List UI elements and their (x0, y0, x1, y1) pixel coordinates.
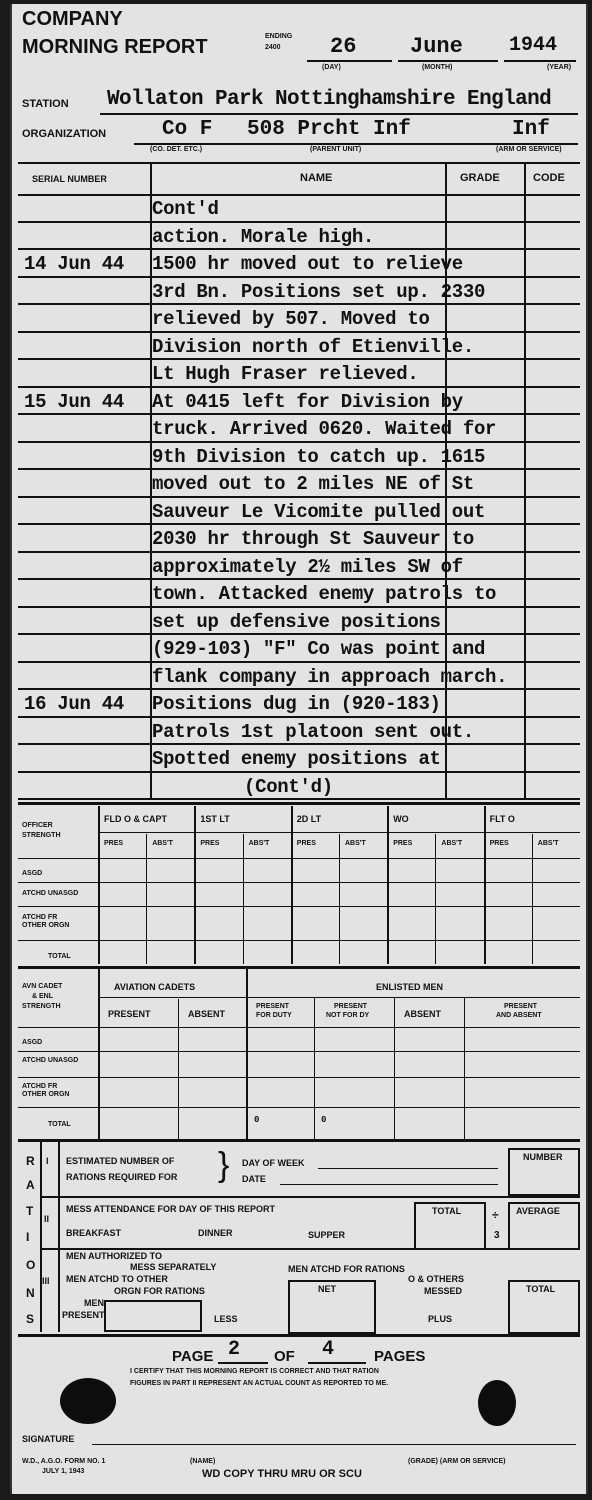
rations-letter-t: T (26, 1204, 34, 1218)
pa-header-2: AND ABSENT (496, 1012, 542, 1019)
entry-rule (18, 688, 580, 690)
parent-caption: (PARENT UNIT) (310, 146, 362, 153)
enl-row-atchd-fr: ATCHD FR OTHER ORGN (22, 1083, 70, 1098)
net-label: NET (318, 1284, 336, 1294)
enl-absent-header: ABSENT (404, 1009, 442, 1019)
entry-text: 9th Division to catch up. 1615 (152, 445, 486, 468)
officer-row-rule (18, 858, 580, 859)
page-label: PAGE (172, 1348, 214, 1365)
of-label: OF (274, 1348, 295, 1365)
entry-row (12, 609, 586, 637)
enlisted-strength-table (18, 969, 580, 1139)
entry-rule (18, 496, 580, 498)
entry-text: (Cont'd) (244, 775, 333, 798)
entry-text: Lt Hugh Fraser relieved. (152, 363, 419, 385)
station-value: Wollaton Park Nottinghamshire England (107, 88, 552, 111)
pnfd-header-2: NOT FOR DY (326, 1012, 370, 1019)
officer-row-rule (98, 832, 580, 833)
officer-sub-header: PRES (393, 840, 413, 847)
parent-unit-value: 508 Prcht Inf (247, 118, 411, 141)
form-number-2: JULY 1, 1943 (42, 1468, 85, 1475)
pfd-header-2: FOR DUTY (256, 1012, 292, 1019)
day-of-week-label: DAY OF WEEK (242, 1158, 305, 1168)
estimated-rations-2: RATIONS REQUIRED FOR (66, 1172, 178, 1182)
entry-date: 16 Jun 44 (24, 693, 124, 715)
organization-label: ORGANIZATION (22, 128, 107, 140)
dinner-label: DINNER (198, 1228, 233, 1238)
officer-row-rule (18, 940, 580, 941)
enl-strength-label: STRENGTH (22, 1003, 61, 1010)
section-i-label: I (46, 1156, 49, 1166)
entry-row (12, 554, 586, 582)
officer-row-asgd: ASGD (22, 870, 43, 877)
punch-hole-right (478, 1380, 516, 1426)
report-year: 1944 (509, 34, 558, 57)
plus-label: PLUS (428, 1314, 453, 1324)
rations-brace: } (218, 1146, 230, 1184)
entry-row (12, 279, 586, 307)
total-pfd-value: 0 (254, 1115, 260, 1125)
ending-time: 2400 (265, 44, 281, 51)
entry-rule (18, 276, 580, 278)
station-label: STATION (22, 98, 69, 110)
pfd-header-1: PRESENT (256, 1003, 290, 1010)
year-caption: (YEAR) (547, 64, 572, 71)
entry-row (12, 526, 586, 554)
divide-by-three: 3 (494, 1230, 500, 1241)
entry-rule (18, 303, 580, 305)
col-grade: GRADE (460, 172, 500, 184)
pages-total-line (308, 1362, 366, 1364)
entry-row (12, 719, 586, 747)
breakfast-label: BREAKFAST (66, 1228, 122, 1238)
entry-text: truck. Arrived 0620. Waited for (152, 418, 497, 440)
entry-date: 14 Jun 44 (24, 253, 124, 275)
signature-label: SIGNATURE (22, 1434, 75, 1444)
col-name: NAME (300, 172, 333, 184)
entry-rule (18, 661, 580, 663)
pages-label: PAGES (374, 1348, 426, 1365)
officer-sub-divider (435, 834, 436, 964)
mess-total-label: TOTAL (432, 1206, 462, 1216)
entry-row (12, 251, 586, 279)
rations-bottom-rule (18, 1334, 580, 1337)
avn-absent-header: ABSENT (188, 1009, 226, 1019)
rations-letter-s: S (26, 1312, 35, 1326)
month-line (398, 60, 498, 62)
rations-roman-divider (58, 1142, 60, 1332)
day-of-week-line (318, 1168, 498, 1169)
entry-text: Cont'd (152, 198, 219, 220)
entry-rule (18, 523, 580, 525)
service-caption: (ARM OR SERVICE) (496, 146, 562, 153)
form-title-line1: COMPANY (22, 8, 123, 30)
day-caption: (DAY) (322, 64, 341, 71)
morning-report-card (10, 4, 588, 1494)
entry-rule (18, 633, 580, 635)
grade-caption: (GRADE) (ARM OR SERVICE) (408, 1458, 506, 1465)
entry-row (12, 196, 586, 224)
entry-text: (929-103) "F" Co was point and (152, 638, 486, 660)
average-label: AVERAGE (516, 1206, 560, 1216)
officer-group-header: WO (393, 814, 409, 824)
officer-sub-divider (243, 834, 244, 964)
men-present-box (104, 1300, 202, 1332)
enl-row-atchd-unasgd: ATCHD UNASGD (22, 1057, 79, 1064)
entry-text: relieved by 507. Moved to (152, 308, 430, 330)
enl-subheader-rule (98, 997, 580, 998)
form-number-1: W.D., A.G.O. FORM NO. 1 (22, 1458, 106, 1465)
officer-sub-header: ABS'T (248, 840, 270, 847)
section-ii-label: II (44, 1214, 50, 1224)
date-line (280, 1184, 498, 1185)
entry-row (12, 444, 586, 472)
officer-row-atchd-unasgd: ATCHD UNASGD (22, 890, 79, 897)
avn-cadet-label: AVN CADET (22, 983, 63, 990)
report-day: 26 (330, 34, 357, 59)
entry-rule (18, 551, 580, 553)
col-code: CODE (533, 172, 565, 184)
certify-line-1: I CERTIFY THAT THIS MORNING REPORT IS CORRECT AND THAT RATION (130, 1368, 379, 1375)
date-label: DATE (242, 1174, 266, 1184)
enl-col-5 (464, 997, 465, 1139)
entries-area (12, 196, 586, 800)
divide-sign: ÷ (492, 1208, 499, 1222)
entry-date: 15 Jun 44 (24, 390, 124, 413)
enl-row-rule-1 (18, 1051, 580, 1052)
enl-row-rule-3 (18, 1107, 580, 1108)
entry-row (12, 664, 586, 692)
rations-letter-i: I (26, 1230, 30, 1244)
entry-text: town. Attacked enemy patrols to (152, 583, 497, 605)
officer-label: OFFICER (22, 822, 53, 829)
total-pnfd-value: 0 (321, 1115, 327, 1125)
officer-sub-header: PRES (489, 840, 509, 847)
officer-sub-header: ABS'T (537, 840, 559, 847)
entry-rule (18, 358, 580, 360)
entry-text: Spotted enemy positions at (152, 748, 441, 770)
enl-row-total: TOTAL (48, 1121, 71, 1128)
officer-sub-header: ABS'T (152, 840, 173, 847)
officer-strength-table (18, 806, 580, 966)
officer-sub-header: PRES (200, 840, 220, 847)
page-number-line (218, 1362, 268, 1364)
entry-row (12, 746, 586, 774)
pnfd-header-1: PRESENT (334, 1003, 368, 1010)
officer-sub-divider (339, 834, 340, 964)
officer-sub-header: ABS'T (441, 840, 463, 847)
entry-row (12, 691, 586, 719)
rations-rule-1 (40, 1196, 580, 1198)
men-present-2: PRESENT (62, 1310, 105, 1320)
entry-rule (18, 248, 580, 250)
col-serial-number: SERIAL NUMBER (32, 174, 107, 184)
pa-header-1: PRESENT (504, 1003, 538, 1010)
entry-rule (18, 386, 580, 388)
officer-sub-divider (532, 834, 533, 964)
o-others-1: O & OTHERS (408, 1274, 465, 1284)
enl-row-asgd: ASGD (22, 1039, 43, 1046)
entry-text: Positions dug in (920-183) (152, 693, 441, 715)
entry-text: 3rd Bn. Positions set up. 2330 (152, 280, 486, 303)
estimated-rations-1: ESTIMATED NUMBER OF (66, 1156, 175, 1166)
station-line (100, 113, 578, 115)
men-present-1: MEN (84, 1298, 104, 1308)
entry-text: action. Morale high. (152, 225, 375, 248)
o-others-2: MESSED (424, 1286, 463, 1296)
entry-rule (18, 331, 580, 333)
enl-label: & ENL (32, 993, 53, 1000)
officer-row-rule (18, 882, 580, 883)
officer-sub-header: PRES (296, 840, 316, 847)
entry-row (12, 774, 586, 802)
copy-note: WD COPY THRU MRU OR SCU (202, 1468, 362, 1480)
officer-sub-header: ABS'T (345, 840, 366, 847)
service-value: Inf (512, 118, 550, 141)
men-authorized-2: MESS SEPARATELY (130, 1262, 217, 1272)
entry-text: Patrols 1st platoon sent out. (152, 720, 474, 743)
enl-col-4 (394, 997, 395, 1139)
entry-text: moved out to 2 miles NE of St (152, 473, 474, 495)
report-month: June (410, 34, 463, 59)
entry-row (12, 636, 586, 664)
entry-rule (18, 441, 580, 443)
avn-present-header: PRESENT (108, 1009, 151, 1019)
entry-row (12, 581, 586, 609)
officer-group-header: 1ST LT (200, 814, 230, 824)
entry-row (12, 306, 586, 334)
entry-text: At 0415 left for Division by (152, 390, 463, 413)
entry-row (12, 224, 586, 252)
enl-label-divider (98, 969, 100, 1139)
enl-col-2 (246, 969, 248, 1139)
entry-rule (18, 743, 580, 745)
org-caption: (CO. DET. ETC.) (150, 146, 203, 153)
entry-rule (18, 468, 580, 470)
rations-letter-n: N (26, 1286, 35, 1300)
men-authorized-1: MEN AUTHORIZED TO (66, 1251, 162, 1261)
men-atchd-other-2: ORGN FOR RATIONS (114, 1286, 205, 1296)
enl-row-rule-2 (18, 1077, 580, 1078)
rations-letter-r: R (26, 1154, 35, 1168)
certify-line-2: FIGURES IN PART II REPRESENT AN ACTUAL COUNT AS REPORTED TO ME. (130, 1380, 389, 1387)
page-number: 2 (228, 1338, 241, 1361)
rations-letter-a: A (26, 1178, 35, 1192)
men-atchd-other-1: MEN ATCHD TO OTHER (66, 1274, 168, 1284)
mess-attendance-label: MESS ATTENDANCE FOR DAY OF THIS REPORT (66, 1204, 276, 1214)
rations-letter-o: O (26, 1258, 36, 1272)
officer-row-atchd-fr: ATCHD FR OTHER ORGN (22, 914, 70, 929)
officer-sub-divider (146, 834, 147, 964)
entries-bottom-rule (18, 802, 580, 805)
enl-header-rule (18, 1027, 580, 1028)
officer-row-total: TOTAL (48, 953, 71, 960)
entry-rule (18, 606, 580, 608)
entry-row (12, 499, 586, 527)
signature-line (92, 1444, 576, 1445)
entry-rule (18, 221, 580, 223)
officer-group-header: FLT O (489, 814, 515, 824)
table-top-rule (18, 162, 580, 164)
entry-row (12, 471, 586, 499)
rations-side-divider (40, 1142, 42, 1332)
entry-text: flank company in approach march. (152, 665, 508, 688)
entry-rule (18, 771, 580, 773)
total2-label: TOTAL (526, 1284, 556, 1294)
supper-label: SUPPER (308, 1230, 346, 1240)
entry-text: 2030 hr through St Sauveur to (152, 528, 474, 550)
officer-group-header: 2D LT (296, 814, 322, 824)
entry-rule (18, 413, 580, 415)
rations-section (18, 1142, 580, 1334)
less-label: LESS (214, 1314, 238, 1324)
section-iii-label: III (42, 1276, 50, 1286)
entry-row (12, 389, 586, 417)
strength-label: STRENGTH (22, 832, 61, 839)
entry-text: approximately 2½ miles SW of (152, 555, 463, 578)
day-line (307, 60, 392, 62)
officer-row-rule (18, 906, 580, 907)
men-atchd-for-rations: MEN ATCHD FOR RATIONS (288, 1264, 405, 1274)
ending-label: ENDING (265, 33, 293, 40)
entry-row (12, 361, 586, 389)
enl-col-1 (178, 999, 179, 1139)
entry-text: set up defensive positions (152, 610, 441, 633)
entry-rule (18, 716, 580, 718)
entry-rule (18, 798, 580, 800)
name-caption: (NAME) (190, 1458, 216, 1465)
organization-value: Co F (162, 118, 213, 141)
enlisted-men-header: ENLISTED MEN (376, 982, 444, 992)
year-line (504, 60, 576, 62)
form-title-line2: MORNING REPORT (22, 36, 208, 58)
entry-row (12, 334, 586, 362)
entry-text: Division north of Etienville. (152, 335, 474, 358)
entry-text: 1500 hr moved out to relieve (152, 253, 463, 275)
pages-total: 4 (322, 1338, 335, 1361)
aviation-cadets-header: AVIATION CADETS (114, 982, 196, 992)
organization-line (134, 143, 578, 145)
officer-group-header: FLD O & CAPT (104, 814, 167, 824)
rations-rule-2 (40, 1248, 580, 1250)
punch-hole-left (60, 1378, 116, 1424)
entry-row (12, 416, 586, 444)
officer-sub-header: PRES (104, 840, 124, 847)
month-caption: (MONTH) (422, 64, 453, 71)
entry-text: Sauveur Le Vicomite pulled out (152, 500, 486, 523)
entry-rule (18, 578, 580, 580)
enl-col-3 (314, 997, 315, 1139)
number-label: NUMBER (523, 1152, 563, 1162)
